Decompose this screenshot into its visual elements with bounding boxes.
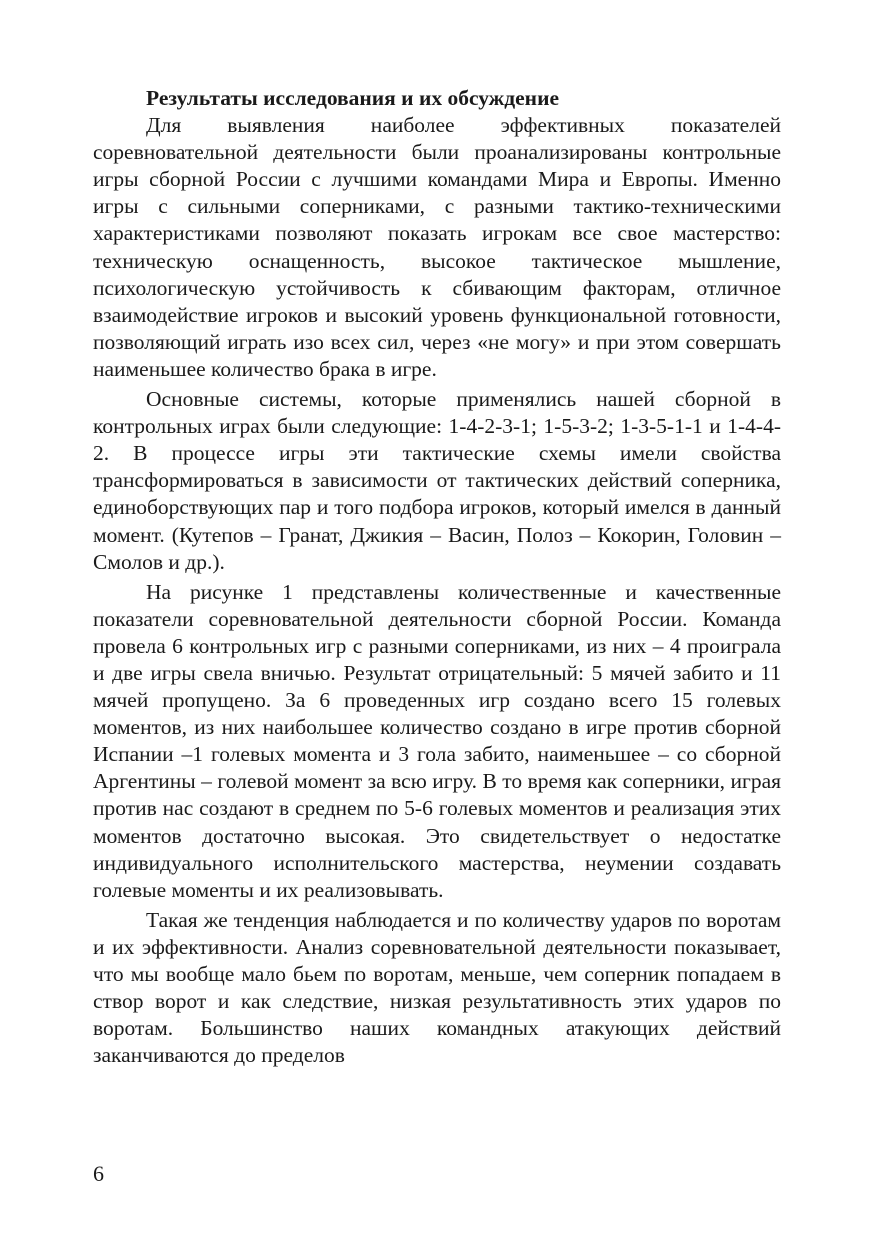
paragraph: На рисунке 1 представлены количественные и качественные показатели соревновательной деятельности сборной России. Команда провела 6 контрольных игр с разными соперниками, из них – 4 проиграла и две игры свела вничью. Результат отрицательный: 5 мячей забито и 11 мячей пропущено. За 6 проведенных игр создано всего 15 голевых моментов, из них наибольшее количество создано в игре против сборной Испании –1 голевых момента и 3 гола забито, наименьшее – со сборной Аргентины – голевой момент за всю игру. В то время как соперники, играя против нас создают в среднем по 5-6 голевых моментов и реализация этих моментов достаточно высокая. Это свидетельствует о недостатке индивидуального исполнительского мастерства, неумении создавать голевые моменты и их реализовывать. bbox=[93, 579, 781, 902]
page-number: 6 bbox=[93, 1161, 104, 1186]
paragraph: Такая же тенденция наблюдается и по количеству ударов по воротам и их эффективности. Анализ соревновательной деятельности показывает, что мы вообще мало бьем по воротам, меньше, чем соперник попадаем в створ ворот и как следствие, низкая результативность этих ударов по воротам. Большинство наших командных атакующих действий заканчиваются до пределов bbox=[93, 907, 781, 1068]
paragraph: Для выявления наиболее эффективных показателей соревновательной деятельности были проанализированы контрольные игры сборной России с лучшими командами Мира и Европы. Именно игры с сильными соперниками, с разными тактико-техническими характеристиками позволяют показать игрокам все свое мастерство: техническую оснащенность, высокое тактическое мышление, психологическую устойчивость к сбивающим факторам, отличное взаимодействие игроков и высокий уровень функциональной готовности, позволяющий играть изо всех сил, через «не могу» и при этом совершать наименьшее количество брака в игре. bbox=[93, 113, 781, 381]
paragraph: Основные системы, которые применялись нашей сборной в контрольных играх были следующие: 1-4-2-3-1; 1-5-3-2; 1-3-5-1-1 и 1-4-4-2. В процессе игры эти тактические схемы имели свойства трансформироваться в зависимости от тактических действий соперника, единоборствующих пар и того подбора игроков, который имелся в данный момент. (Кутепов – Гранат, Джикия – Васин, Полоз – Кокорин, Головин – Смолов и др.). bbox=[93, 387, 781, 574]
section-heading: Результаты исследования и их обсуждение bbox=[146, 86, 560, 110]
body-text bbox=[93, 85, 781, 1069]
